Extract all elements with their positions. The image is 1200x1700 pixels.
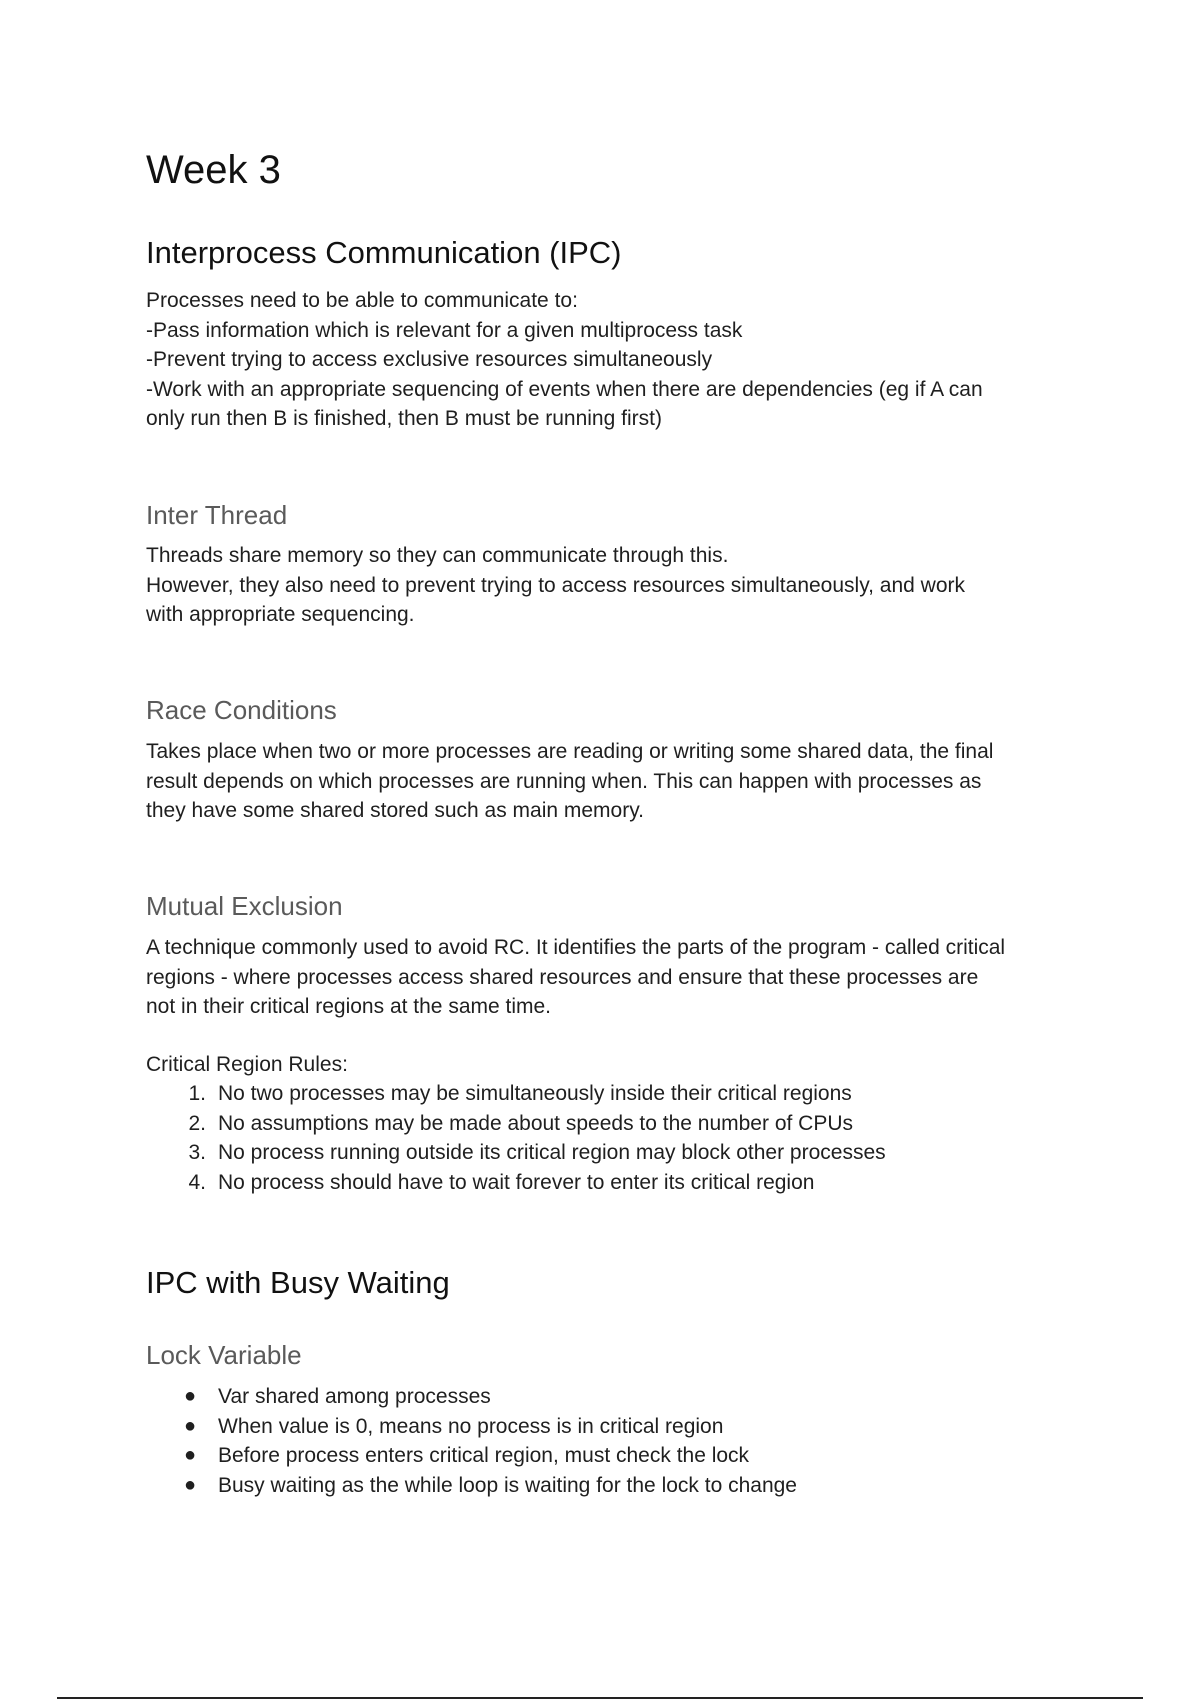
- heading-ipc: Interprocess Communication (IPC): [146, 235, 622, 270]
- critical-region-rules-label: [146, 1050, 1076, 1080]
- list-number: 1.: [188, 1082, 206, 1105]
- paragraph-ipc: [146, 286, 1076, 434]
- heading-ipc-busy-waiting: IPC with Busy Waiting: [146, 1265, 450, 1300]
- heading-race-conditions: Race Conditions: [146, 695, 337, 725]
- heading-mutual-exclusion: Mutual Exclusion: [146, 891, 343, 921]
- heading-lock-variable: Lock Variable: [146, 1340, 302, 1370]
- paragraph-line: result depends on which processes are running when. This can happen with processes as: [146, 769, 982, 793]
- list-item-text: No process should have to wait forever to enter its critical region: [218, 1170, 815, 1194]
- list-item: [146, 1138, 886, 1168]
- paragraph-line: However, they also need to prevent trying to access resources simultaneously, and work: [146, 573, 966, 597]
- list-item-text: No assumptions may be made about speeds to the number of CPUs: [218, 1111, 854, 1135]
- list-item: [146, 1109, 886, 1139]
- list-item: [146, 1412, 797, 1442]
- paragraph-inter-thread: [146, 541, 1076, 630]
- paragraph-line: Processes need to be able to communicate to:: [146, 289, 578, 312]
- bullet-icon: ●: [183, 1444, 197, 1466]
- bullet-icon: ●: [183, 1473, 197, 1496]
- critical-region-rules-list: [146, 1079, 886, 1197]
- list-item-text: Var shared among processes: [218, 1385, 491, 1408]
- list-item-text: Before process enters critical region, must check the lock: [218, 1444, 750, 1467]
- paragraph-race-conditions: [146, 737, 1076, 826]
- paragraph-line: -Pass information which is relevant for a given multiprocess task: [146, 318, 743, 342]
- list-number: 2.: [188, 1111, 206, 1135]
- paragraph-line: -Prevent trying to access exclusive resources simultaneously: [146, 348, 713, 371]
- list-number: 4.: [188, 1170, 206, 1194]
- paragraph-line: Threads share memory so they can communicate through this.: [146, 544, 729, 567]
- list-item-text: No two processes may be simultaneously inside their critical regions: [218, 1082, 852, 1105]
- paragraph-line: they have some shared stored such as main memory.: [146, 799, 645, 822]
- paragraph-mutual-exclusion: [146, 933, 1076, 1022]
- list-item-text: When value is 0, means no process is in critical region: [218, 1414, 724, 1438]
- list-item: [146, 1079, 886, 1109]
- page-bottom-divider: [57, 1697, 1143, 1699]
- heading-inter-thread: Inter Thread: [146, 500, 288, 530]
- lock-variable-list: [146, 1382, 797, 1500]
- paragraph-line: -Work with an appropriate sequencing of events when there are dependencies (eg if A can: [146, 377, 983, 401]
- paragraph-line: A technique commonly used to avoid RC. It identifies the parts of the program - called critical: [146, 936, 1006, 959]
- paragraph-line: Critical Region Rules:: [146, 1053, 348, 1076]
- list-item: [146, 1382, 797, 1412]
- list-item-text: No process running outside its critical region may block other processes: [218, 1141, 886, 1164]
- paragraph-line: only run then B is finished, then B must be running first): [146, 407, 662, 430]
- list-item: [146, 1441, 797, 1471]
- list-item-text: Busy waiting as the while loop is waiting for the lock to change: [218, 1473, 797, 1497]
- bullet-icon: ●: [183, 1385, 197, 1407]
- list-number: 3.: [188, 1141, 206, 1164]
- paragraph-line: regions - where processes access shared resources and ensure that these processes are: [146, 965, 979, 989]
- paragraph-line: Takes place when two or more processes are reading or writing some shared data, the final: [146, 740, 994, 763]
- list-item: [146, 1471, 797, 1501]
- list-item: [146, 1168, 886, 1198]
- bullet-icon: ●: [183, 1414, 197, 1437]
- paragraph-line: not in their critical regions at the same time.: [146, 995, 552, 1018]
- page-title: Week 3: [146, 148, 281, 192]
- paragraph-line: with appropriate sequencing.: [146, 603, 415, 626]
